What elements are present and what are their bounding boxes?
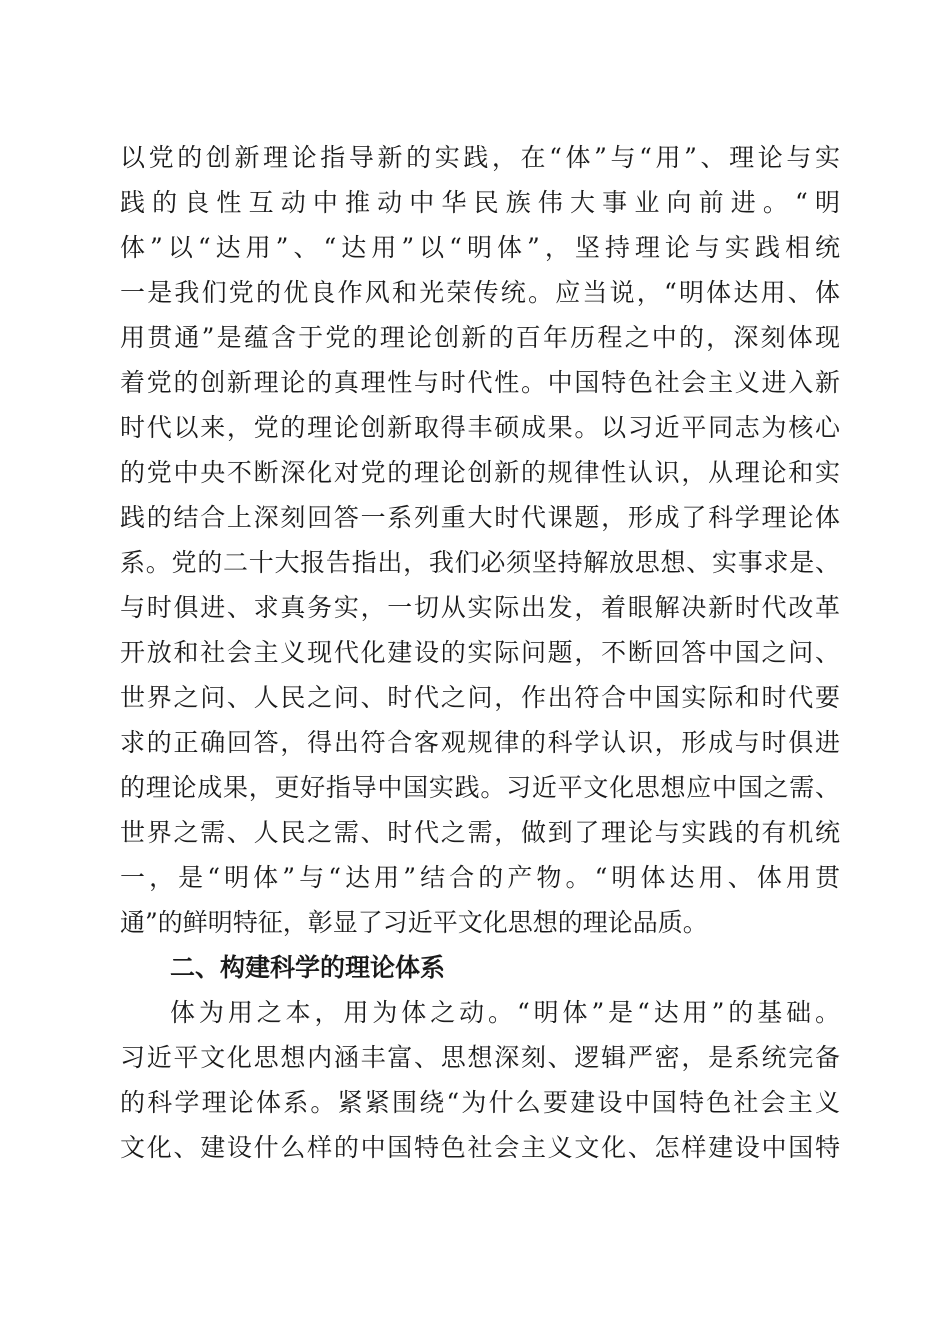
paragraph-1-line-4: 一是我们党的优良作风和光荣传统。应当说，“明体达用、体 <box>120 278 840 307</box>
paragraph-1-line-12: 开放和社会主义现代化建设的实际问题，不断回答中国之问、 <box>120 638 840 667</box>
paragraph-1-line-10: 系。党的二十大报告指出，我们必须坚持解放思想、实事求是、 <box>120 548 840 577</box>
paragraph-1-line-3: 体”以“达用”、“达用”以“明体”，坚持理论与实践相统 <box>120 233 840 262</box>
paragraph-1-line-8: 的党中央不断深化对党的理论创新的规律性认识，从理论和实 <box>120 458 840 487</box>
paragraph-1-line-14: 求的正确回答，得出符合客观规律的科学认识，形成与时俱进 <box>120 728 840 757</box>
paragraph-1-line-9: 践的结合上深刻回答一系列重大时代课题，形成了科学理论体 <box>120 503 840 532</box>
paragraph-1-line-6: 着党的创新理论的真理性与时代性。中国特色社会主义进入新 <box>120 368 840 397</box>
paragraph-1-line-16: 世界之需、人民之需、时代之需，做到了理论与实践的有机统 <box>120 818 840 847</box>
paragraph-2-line-4: 文化、建设什么样的中国特色社会主义文化、怎样建设中国特 <box>120 1133 840 1162</box>
paragraph-2-line-3: 的科学理论体系。紧紧围绕“为什么要建设中国特色社会主义 <box>120 1088 840 1117</box>
paragraph-2-line-2: 习近平文化思想内涵丰富、思想深刻、逻辑严密，是系统完备 <box>120 1043 840 1072</box>
paragraph-1-line-17: 一，是“明体”与“达用”结合的产物。“明体达用、体用贯 <box>120 863 840 892</box>
paragraph-1-line-11: 与时俱进、求真务实，一切从实际出发，着眼解决新时代改革 <box>120 593 840 622</box>
paragraph-2-line-1: 体为用之本，用为体之动。“明体”是“达用”的基础。 <box>170 998 840 1027</box>
paragraph-1-line-7: 时代以来，党的理论创新取得丰硕成果。以习近平同志为核心 <box>120 413 840 442</box>
section-heading: 二、构建科学的理论体系 <box>170 953 446 982</box>
paragraph-1-line-5: 用贯通”是蕴含于党的理论创新的百年历程之中的，深刻体现 <box>120 323 840 352</box>
paragraph-1-line-13: 世界之问、人民之问、时代之问，作出符合中国实际和时代要 <box>120 683 840 712</box>
paragraph-1-line-2: 践的良性互动中推动中华民族伟大事业向前进。“明 <box>120 188 840 217</box>
paragraph-1-line-1: 以党的创新理论指导新的实践，在“体”与“用”、理论与实 <box>120 143 840 172</box>
paragraph-1-line-18: 通”的鲜明特征，彰显了习近平文化思想的理论品质。 <box>120 908 708 937</box>
paragraph-1-line-15: 的理论成果，更好指导中国实践。习近平文化思想应中国之需、 <box>120 773 840 802</box>
